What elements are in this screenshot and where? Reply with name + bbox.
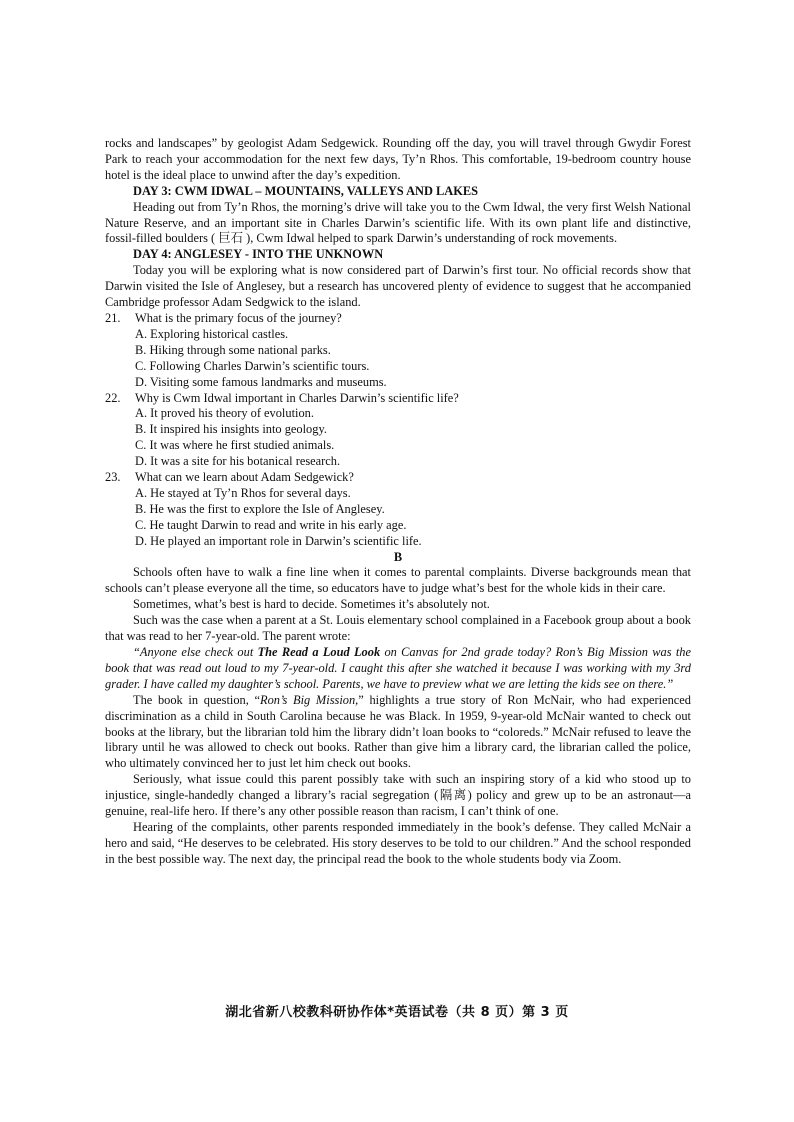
quote-title: The Read a Loud Look (257, 645, 381, 659)
day-3-heading: DAY 3: CWM IDWAL – MOUNTAINS, VALLEYS AND LAKES (133, 183, 479, 198)
quote-part-2: on Canvas for 2nd grade today? Ron’s Big Mission was the book that was read out loud to my 7-year-old. I caught this after she watched it because I was working with my 3rd grader. I have called my daughter’s school. Parents, we have to preview what we are letting the kids see on there.” (105, 645, 691, 691)
passage-b-paragraph-4 (105, 693, 691, 773)
paragraph-4-part-1: The book in question, “ (133, 692, 261, 707)
option-b: B. It inspired his insights into geology. (135, 422, 327, 437)
option-c: C. It was where he first studied animals. (135, 438, 335, 453)
option-c: C. He taught Darwin to read and write in his early age. (135, 517, 407, 532)
page-footer: 湖北省新八校教科研协作体*英语试卷（共 8 页）第 3 页 (225, 1005, 569, 1020)
question-stem: What is the primary focus of the journey? (135, 310, 342, 325)
passage-b-paragraph-6: Hearing of the complaints, other parents responded immediately in the book’s defense. They called McNair a hero and said, “He deserves to be celebrated. His story deserves to be told to our children.” And the school responded in the best possible way. The next day, the principal read the book to the whole students body via Zoom. (105, 819, 691, 866)
paragraph-4-part-2: ” highlights a true story of Ron McNair, who had experienced discrimination as a child in South Carolina because he was Black. In 1959, 9-year-old McNair wanted to check out books at the library, but the librarian told him the library didn’t loan books to “coloreds.” McNair refused to leave the library until he was allowed to check out books. Rather than give him a library card, the librarian called the police, who ultimately convinced her to just let him check out books. (105, 692, 691, 771)
question-23 (105, 470, 691, 550)
option-c: C. Following Charles Darwin’s scientific tours. (135, 358, 370, 373)
passage-b-paragraph-5: Seriously, what issue could this parent possibly take with such an inspiring story of a kid who stood up to injustice, single-handedly changed a library’s racial segregation (隔离) policy and grew up to be an astronaut—a genuine, real-life hero. If there’s any other possible reason than racism, I can’t think of one. (105, 772, 691, 819)
passage-b-paragraph-1: Schools often have to walk a fine line when it comes to parental complaints. Diverse backgrounds mean that schools can’t please everyone all the time, so educators have to judge what’s best for the whole kids in their care. (105, 565, 691, 596)
question-stem: What can we learn about Adam Sedgewick? (135, 470, 354, 485)
parent-quote (105, 645, 691, 693)
exam-page (105, 136, 691, 868)
option-d: D. It was a site for his botanical research. (135, 454, 341, 469)
question-number: 22. (105, 390, 121, 405)
option-a: A. It proved his theory of evolution. (135, 406, 314, 421)
quote-part-1: “Anyone else check out (133, 645, 258, 659)
question-stem: Why is Cwm Idwal important in Charles Darwin’s scientific life? (135, 390, 459, 405)
option-b: B. Hiking through some national parks. (135, 342, 331, 357)
option-d: D. He played an important role in Darwin’s scientific life. (135, 533, 422, 548)
passage-b-paragraph-3: Such was the case when a parent at a St. Louis elementary school complained in a Facebook group about a book that was read to her 7-year-old. The parent wrote: (105, 613, 691, 644)
option-a: A. Exploring historical castles. (135, 326, 289, 341)
passage-a-paragraph-1: rocks and landscapes” by geologist Adam Sedgewick. Rounding off the day, you will travel through Gwydir Forest Park to reach your accommodation for the next few days, Ty’n Rhos. This comfortable, 19-bedroom country house hotel is the ideal place to unwind after the day’s expedition. (105, 136, 691, 182)
section-b-label: B (393, 549, 403, 564)
day-4-heading: DAY 4: ANGLESEY - INTO THE UNKNOWN (133, 247, 384, 262)
question-number: 23. (105, 470, 121, 485)
option-d: D. Visiting some famous landmarks and museums. (135, 374, 387, 389)
question-number: 21. (105, 310, 121, 325)
day-3-paragraph: Heading out from Ty’n Rhos, the morning’s drive will take you to the Cwm Idwal, the very first Welsh National Nature Reserve, and an important site in Charles Darwin’s scientific life. With its own plant life and distinctive, fossil-filled boulders ( 巨石 ), Cwm Idwal helped to spark Darwin’s understanding of rock movements. (105, 199, 691, 246)
option-b: B. He was the first to explore the Isle of Anglesey. (135, 501, 385, 516)
question-21 (105, 311, 691, 391)
book-title: Ron’s Big Mission, (260, 692, 359, 707)
question-22 (105, 391, 691, 471)
day-4-paragraph: Today you will be exploring what is now considered part of Darwin’s first tour. No official records show that Darwin visited the Isle of Anglesey, but a research has uncovered plenty of evidence to suggest that he accompanied Cambridge professor Adam Sedgwick to the island. (105, 263, 691, 310)
passage-b-paragraph-2: Sometimes, what’s best is hard to decide. Sometimes it’s absolutely not. (133, 597, 490, 612)
option-a: A. He stayed at Ty’n Rhos for several days. (135, 485, 351, 500)
